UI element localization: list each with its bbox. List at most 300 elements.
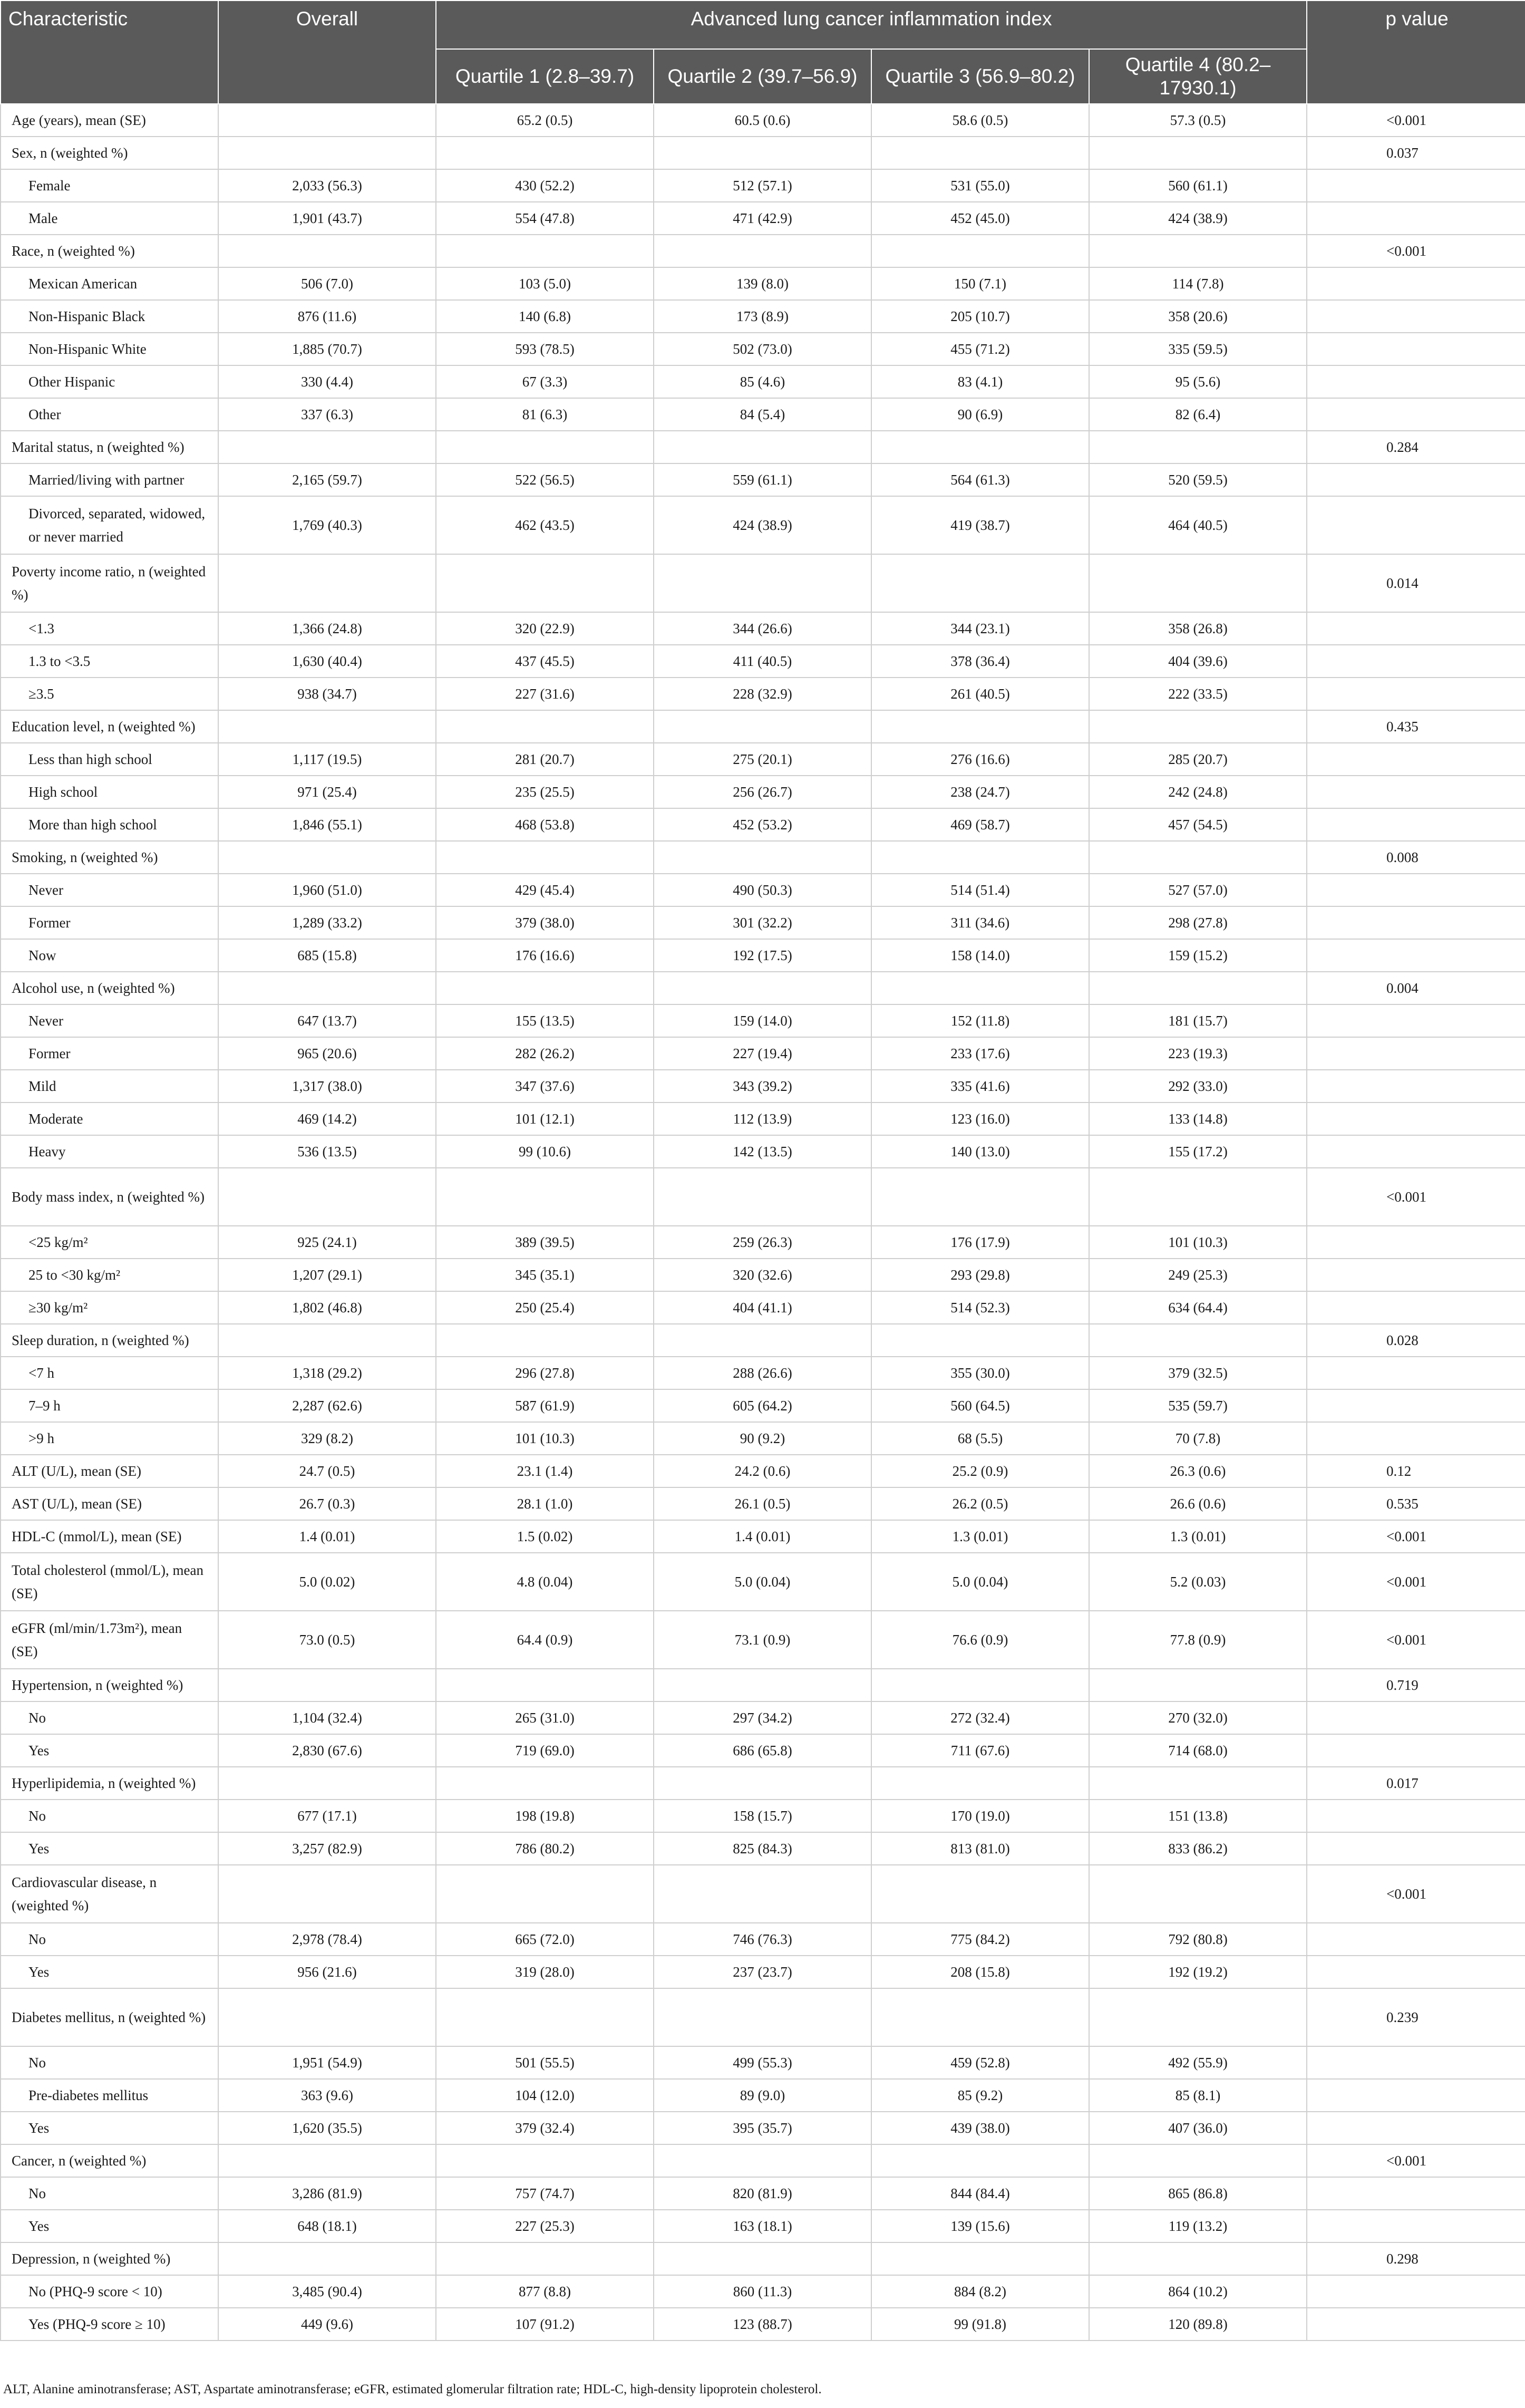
cell-quartile-4: 242 (24.8) [1089, 776, 1307, 808]
cell-quartile-3: 76.6 (0.9) [871, 1611, 1089, 1669]
cell-quartile-2: 237 (23.7) [654, 1956, 871, 1988]
cell-p-value: <0.001 [1307, 2144, 1525, 2177]
row-sublabel: ≥30 kg/m² [1, 1291, 218, 1324]
table-row [1, 104, 1525, 137]
table-row [1, 333, 1525, 365]
table-row [1, 365, 1525, 398]
cell-quartile-2: 502 (73.0) [654, 333, 871, 365]
table-row [1, 2210, 1525, 2242]
header-quartile-2: Quartile 2 (39.7–56.9) [654, 49, 871, 104]
cell-quartile-4: 70 (7.8) [1089, 1422, 1307, 1455]
cell-quartile-4: 424 (38.9) [1089, 202, 1307, 235]
cell-quartile-4 [1089, 235, 1307, 267]
cell-overall [218, 2242, 436, 2275]
cell-p-value [1307, 1422, 1525, 1455]
cell-p-value [1307, 1800, 1525, 1832]
cell-overall: 1,104 (32.4) [218, 1701, 436, 1734]
row-label: Cardiovascular disease, n (weighted %) [1, 1865, 218, 1923]
row-sublabel: Yes [1, 1832, 218, 1865]
cell-quartile-2: 424 (38.9) [654, 496, 871, 554]
row-sublabel: <25 kg/m² [1, 1226, 218, 1259]
cell-quartile-1: 757 (74.7) [436, 2177, 654, 2210]
cell-overall: 938 (34.7) [218, 678, 436, 710]
cell-overall: 26.7 (0.3) [218, 1487, 436, 1520]
table-row [1, 645, 1525, 678]
cell-quartile-4: 407 (36.0) [1089, 2112, 1307, 2144]
cell-quartile-3: 455 (71.2) [871, 333, 1089, 365]
row-sublabel: No [1, 1923, 218, 1956]
cell-p-value [1307, 2046, 1525, 2079]
row-sublabel: 25 to <30 kg/m² [1, 1259, 218, 1291]
cell-quartile-2: 163 (18.1) [654, 2210, 871, 2242]
cell-quartile-1 [436, 972, 654, 1004]
cell-quartile-4 [1089, 554, 1307, 612]
cell-overall: 449 (9.6) [218, 2308, 436, 2341]
cell-quartile-1: 347 (37.6) [436, 1070, 654, 1103]
table-row [1, 972, 1525, 1004]
cell-p-value [1307, 2079, 1525, 2112]
cell-quartile-3: 233 (17.6) [871, 1037, 1089, 1070]
cell-quartile-4: 114 (7.8) [1089, 267, 1307, 300]
cell-quartile-3: 1.3 (0.01) [871, 1520, 1089, 1553]
row-label: Cancer, n (weighted %) [1, 2144, 218, 2177]
cell-quartile-4: 151 (13.8) [1089, 1800, 1307, 1832]
cell-quartile-4: 5.2 (0.03) [1089, 1553, 1307, 1611]
cell-quartile-1 [436, 235, 654, 267]
cell-p-value [1307, 267, 1525, 300]
cell-quartile-1: 265 (31.0) [436, 1701, 654, 1734]
cell-quartile-1: 719 (69.0) [436, 1734, 654, 1767]
header-quartile-1: Quartile 1 (2.8–39.7) [436, 49, 654, 104]
cell-overall: 5.0 (0.02) [218, 1553, 436, 1611]
cell-p-value [1307, 1701, 1525, 1734]
cell-quartile-4: 457 (54.5) [1089, 808, 1307, 841]
table-row [1, 2046, 1525, 2079]
table-row [1, 710, 1525, 743]
table-row [1, 202, 1525, 235]
table-row [1, 1259, 1525, 1291]
cell-overall: 647 (13.7) [218, 1004, 436, 1037]
cell-quartile-4 [1089, 972, 1307, 1004]
row-label: Alcohol use, n (weighted %) [1, 972, 218, 1004]
table-row [1, 1070, 1525, 1103]
row-label: Sex, n (weighted %) [1, 137, 218, 169]
cell-p-value [1307, 496, 1525, 554]
cell-quartile-3 [871, 1669, 1089, 1701]
cell-quartile-3: 531 (55.0) [871, 169, 1089, 202]
cell-quartile-2: 452 (53.2) [654, 808, 871, 841]
cell-quartile-3 [871, 1767, 1089, 1800]
cell-quartile-1: 81 (6.3) [436, 398, 654, 431]
cell-p-value [1307, 2275, 1525, 2308]
table-row [1, 2275, 1525, 2308]
header-row-1 [1, 1, 1525, 49]
cell-quartile-2: 24.2 (0.6) [654, 1455, 871, 1487]
cell-quartile-1 [436, 431, 654, 463]
cell-quartile-1: 389 (39.5) [436, 1226, 654, 1259]
table-row [1, 463, 1525, 496]
header-alci-group: Advanced lung cancer inflammation index [436, 1, 1307, 49]
cell-quartile-1: 67 (3.3) [436, 365, 654, 398]
cell-quartile-1 [436, 710, 654, 743]
cell-quartile-1: 345 (35.1) [436, 1259, 654, 1291]
table-row [1, 1669, 1525, 1701]
cell-quartile-3: 261 (40.5) [871, 678, 1089, 710]
cell-quartile-2: 411 (40.5) [654, 645, 871, 678]
table-row [1, 1168, 1525, 1226]
cell-p-value [1307, 2112, 1525, 2144]
cell-quartile-4: 270 (32.0) [1089, 1701, 1307, 1734]
cell-quartile-2: 825 (84.3) [654, 1832, 871, 1865]
cell-quartile-4: 560 (61.1) [1089, 169, 1307, 202]
cell-quartile-4: 223 (19.3) [1089, 1037, 1307, 1070]
cell-quartile-2: 559 (61.1) [654, 463, 871, 496]
row-sublabel: Yes [1, 1734, 218, 1767]
table-row [1, 1923, 1525, 1956]
cell-quartile-3: 514 (52.3) [871, 1291, 1089, 1324]
cell-quartile-2: 5.0 (0.04) [654, 1553, 871, 1611]
row-sublabel: Mild [1, 1070, 218, 1103]
cell-p-value [1307, 2210, 1525, 2242]
cell-quartile-4: 864 (10.2) [1089, 2275, 1307, 2308]
cell-p-value [1307, 776, 1525, 808]
table-row [1, 137, 1525, 169]
cell-quartile-3: 344 (23.1) [871, 612, 1089, 645]
row-sublabel: Divorced, separated, widowed, or never married [1, 496, 218, 554]
cell-quartile-4: 222 (33.5) [1089, 678, 1307, 710]
cell-p-value: 0.284 [1307, 431, 1525, 463]
cell-quartile-4 [1089, 137, 1307, 169]
row-sublabel: Non-Hispanic White [1, 333, 218, 365]
cell-quartile-1: 176 (16.6) [436, 939, 654, 972]
table-row [1, 776, 1525, 808]
header-p-value: p value [1307, 1, 1525, 104]
cell-overall: 363 (9.6) [218, 2079, 436, 2112]
cell-p-value [1307, 1389, 1525, 1422]
cell-quartile-4: 358 (26.8) [1089, 612, 1307, 645]
cell-quartile-3 [871, 1865, 1089, 1923]
cell-quartile-2: 301 (32.2) [654, 906, 871, 939]
cell-quartile-3: 238 (24.7) [871, 776, 1089, 808]
cell-quartile-3: 560 (64.5) [871, 1389, 1089, 1422]
cell-quartile-3 [871, 1324, 1089, 1357]
cell-quartile-1: 107 (91.2) [436, 2308, 654, 2341]
cell-p-value [1307, 1357, 1525, 1389]
row-sublabel: Other Hispanic [1, 365, 218, 398]
row-sublabel: 7–9 h [1, 1389, 218, 1422]
table-row [1, 1135, 1525, 1168]
cell-quartile-3 [871, 235, 1089, 267]
cell-p-value: 0.017 [1307, 1767, 1525, 1800]
cell-p-value [1307, 463, 1525, 496]
row-sublabel: 1.3 to <3.5 [1, 645, 218, 678]
cell-quartile-1: 155 (13.5) [436, 1004, 654, 1037]
cell-quartile-4: 155 (17.2) [1089, 1135, 1307, 1168]
cell-quartile-4: 192 (19.2) [1089, 1956, 1307, 1988]
cell-overall: 1,117 (19.5) [218, 743, 436, 776]
cell-quartile-2: 112 (13.9) [654, 1103, 871, 1135]
cell-p-value [1307, 874, 1525, 906]
cell-quartile-2 [654, 2242, 871, 2275]
cell-quartile-1: 1.5 (0.02) [436, 1520, 654, 1553]
cell-p-value [1307, 398, 1525, 431]
row-label: Smoking, n (weighted %) [1, 841, 218, 874]
row-label: Marital status, n (weighted %) [1, 431, 218, 463]
cell-quartile-4: 133 (14.8) [1089, 1103, 1307, 1135]
row-sublabel: Yes (PHQ-9 score ≥ 10) [1, 2308, 218, 2341]
cell-p-value [1307, 645, 1525, 678]
cell-quartile-1: 430 (52.2) [436, 169, 654, 202]
cell-overall [218, 1988, 436, 2046]
cell-p-value [1307, 1734, 1525, 1767]
cell-quartile-2: 228 (32.9) [654, 678, 871, 710]
cell-p-value [1307, 1135, 1525, 1168]
cell-quartile-3: 311 (34.6) [871, 906, 1089, 939]
cell-quartile-3: 335 (41.6) [871, 1070, 1089, 1103]
cell-p-value [1307, 333, 1525, 365]
cell-quartile-4 [1089, 1767, 1307, 1800]
cell-quartile-4: 249 (25.3) [1089, 1259, 1307, 1291]
row-sublabel: Yes [1, 2210, 218, 2242]
cell-overall: 506 (7.0) [218, 267, 436, 300]
cell-quartile-3: 208 (15.8) [871, 1956, 1089, 1988]
cell-quartile-4: 101 (10.3) [1089, 1226, 1307, 1259]
cell-quartile-3 [871, 554, 1089, 612]
cell-quartile-2: 512 (57.1) [654, 169, 871, 202]
cell-quartile-3: 150 (7.1) [871, 267, 1089, 300]
cell-quartile-4: 520 (59.5) [1089, 463, 1307, 496]
cell-overall: 1,620 (35.5) [218, 2112, 436, 2144]
cell-quartile-3: 90 (6.9) [871, 398, 1089, 431]
table-row [1, 1357, 1525, 1389]
cell-overall: 956 (21.6) [218, 1956, 436, 1988]
cell-quartile-2: 192 (17.5) [654, 939, 871, 972]
cell-quartile-4 [1089, 710, 1307, 743]
table-row [1, 1800, 1525, 1832]
cell-quartile-4 [1089, 431, 1307, 463]
cell-quartile-3: 176 (17.9) [871, 1226, 1089, 1259]
cell-overall: 1,366 (24.8) [218, 612, 436, 645]
cell-overall: 1,960 (51.0) [218, 874, 436, 906]
cell-quartile-3: 58.6 (0.5) [871, 104, 1089, 137]
table-row [1, 906, 1525, 939]
row-label: eGFR (ml/min/1.73m²), mean (SE) [1, 1611, 218, 1669]
cell-quartile-4: 181 (15.7) [1089, 1004, 1307, 1037]
header-quartile-4: Quartile 4 (80.2–17930.1) [1089, 49, 1307, 104]
cell-quartile-2: 499 (55.3) [654, 2046, 871, 2079]
cell-quartile-2: 395 (35.7) [654, 2112, 871, 2144]
cell-quartile-4: 379 (32.5) [1089, 1357, 1307, 1389]
cell-quartile-1 [436, 554, 654, 612]
cell-quartile-1: 665 (72.0) [436, 1923, 654, 1956]
cell-p-value [1307, 1923, 1525, 1956]
cell-quartile-3 [871, 431, 1089, 463]
cell-quartile-1 [436, 2242, 654, 2275]
row-sublabel: Less than high school [1, 743, 218, 776]
cell-p-value [1307, 1291, 1525, 1324]
cell-overall: 330 (4.4) [218, 365, 436, 398]
row-sublabel: Yes [1, 2112, 218, 2144]
cell-quartile-1: 28.1 (1.0) [436, 1487, 654, 1520]
cell-quartile-1: 104 (12.0) [436, 2079, 654, 2112]
cell-p-value [1307, 939, 1525, 972]
row-sublabel: Yes [1, 1956, 218, 1988]
cell-quartile-2: 471 (42.9) [654, 202, 871, 235]
row-sublabel: Never [1, 874, 218, 906]
cell-overall: 685 (15.8) [218, 939, 436, 972]
cell-overall: 1.4 (0.01) [218, 1520, 436, 1553]
cell-p-value [1307, 1956, 1525, 1988]
row-sublabel: ≥3.5 [1, 678, 218, 710]
cell-overall: 1,317 (38.0) [218, 1070, 436, 1103]
row-sublabel: Other [1, 398, 218, 431]
cell-overall: 1,630 (40.4) [218, 645, 436, 678]
cell-overall: 1,885 (70.7) [218, 333, 436, 365]
cell-quartile-1 [436, 1168, 654, 1226]
cell-quartile-4: 26.3 (0.6) [1089, 1455, 1307, 1487]
cell-quartile-2: 139 (8.0) [654, 267, 871, 300]
cell-overall: 469 (14.2) [218, 1103, 436, 1135]
table-row [1, 1324, 1525, 1357]
cell-overall: 536 (13.5) [218, 1135, 436, 1168]
row-sublabel: Never [1, 1004, 218, 1037]
row-sublabel: Mexican American [1, 267, 218, 300]
table-body [1, 104, 1525, 2341]
row-label: Hyperlipidemia, n (weighted %) [1, 1767, 218, 1800]
cell-quartile-3: 276 (16.6) [871, 743, 1089, 776]
cell-overall: 3,286 (81.9) [218, 2177, 436, 2210]
row-sublabel: More than high school [1, 808, 218, 841]
cell-quartile-1: 235 (25.5) [436, 776, 654, 808]
cell-overall [218, 710, 436, 743]
cell-quartile-3: 452 (45.0) [871, 202, 1089, 235]
cell-overall: 1,289 (33.2) [218, 906, 436, 939]
cell-quartile-4: 792 (80.8) [1089, 1923, 1307, 1956]
cell-overall: 2,033 (56.3) [218, 169, 436, 202]
cell-quartile-4: 464 (40.5) [1089, 496, 1307, 554]
cell-quartile-4 [1089, 1669, 1307, 1701]
cell-quartile-1: 786 (80.2) [436, 1832, 654, 1865]
cell-quartile-1 [436, 1988, 654, 2046]
cell-quartile-2 [654, 1865, 871, 1923]
cell-overall: 2,830 (67.6) [218, 1734, 436, 1767]
cell-overall [218, 841, 436, 874]
row-sublabel: Now [1, 939, 218, 972]
cell-quartile-1: 140 (6.8) [436, 300, 654, 333]
cell-quartile-4: 1.3 (0.01) [1089, 1520, 1307, 1553]
cell-quartile-2: 73.1 (0.9) [654, 1611, 871, 1669]
cell-p-value: 0.239 [1307, 1988, 1525, 2046]
row-sublabel: >9 h [1, 1422, 218, 1455]
cell-quartile-3 [871, 1988, 1089, 2046]
cell-quartile-1: 320 (22.9) [436, 612, 654, 645]
cell-quartile-3: 26.2 (0.5) [871, 1487, 1089, 1520]
cell-overall [218, 2144, 436, 2177]
row-label: Total cholesterol (mmol/L), mean (SE) [1, 1553, 218, 1611]
table-row [1, 2112, 1525, 2144]
row-sublabel: Former [1, 906, 218, 939]
cell-p-value: 0.535 [1307, 1487, 1525, 1520]
cell-p-value [1307, 1259, 1525, 1291]
cell-p-value: <0.001 [1307, 235, 1525, 267]
cell-p-value [1307, 743, 1525, 776]
cell-overall: 3,485 (90.4) [218, 2275, 436, 2308]
cell-quartile-2 [654, 1767, 871, 1800]
cell-quartile-4: 95 (5.6) [1089, 365, 1307, 398]
cell-quartile-1: 462 (43.5) [436, 496, 654, 554]
row-sublabel: No [1, 2177, 218, 2210]
table-row [1, 1037, 1525, 1070]
table-row [1, 1767, 1525, 1800]
cell-quartile-1 [436, 137, 654, 169]
row-label: ALT (U/L), mean (SE) [1, 1455, 218, 1487]
cell-quartile-2: 288 (26.6) [654, 1357, 871, 1389]
cell-quartile-1: 99 (10.6) [436, 1135, 654, 1168]
cell-p-value [1307, 678, 1525, 710]
row-sublabel: Female [1, 169, 218, 202]
cell-quartile-2 [654, 554, 871, 612]
cell-quartile-2: 1.4 (0.01) [654, 1520, 871, 1553]
row-sublabel: Male [1, 202, 218, 235]
cell-quartile-2: 259 (26.3) [654, 1226, 871, 1259]
table-row [1, 808, 1525, 841]
cell-p-value [1307, 300, 1525, 333]
cell-quartile-4: 159 (15.2) [1089, 939, 1307, 972]
cell-overall: 3,257 (82.9) [218, 1832, 436, 1865]
table-header [1, 1, 1525, 104]
cell-p-value: 0.028 [1307, 1324, 1525, 1357]
cell-overall: 677 (17.1) [218, 1800, 436, 1832]
table-row [1, 2308, 1525, 2341]
table-footnote: ALT, Alanine aminotransferase; AST, Aspartate aminotransferase; eGFR, estimated glomerular filtration rate; HDL-C, high-density lipoprotein cholesterol. [3, 2382, 822, 2396]
table-row [1, 1226, 1525, 1259]
cell-p-value [1307, 1103, 1525, 1135]
table-row [1, 554, 1525, 612]
cell-quartile-4: 298 (27.8) [1089, 906, 1307, 939]
row-sublabel: Heavy [1, 1135, 218, 1168]
cell-quartile-1: 379 (32.4) [436, 2112, 654, 2144]
table-row [1, 678, 1525, 710]
cell-quartile-2: 159 (14.0) [654, 1004, 871, 1037]
cell-quartile-4: 292 (33.0) [1089, 1070, 1307, 1103]
cell-quartile-2: 605 (64.2) [654, 1389, 871, 1422]
cell-quartile-3: 439 (38.0) [871, 2112, 1089, 2144]
header-characteristic: Characteristic [1, 1, 218, 104]
cell-quartile-4: 119 (13.2) [1089, 2210, 1307, 2242]
cell-quartile-2 [654, 1988, 871, 2046]
cell-quartile-4: 77.8 (0.9) [1089, 1611, 1307, 1669]
table-row [1, 496, 1525, 554]
cell-p-value: <0.001 [1307, 104, 1525, 137]
cell-p-value [1307, 1004, 1525, 1037]
cell-quartile-3: 419 (38.7) [871, 496, 1089, 554]
row-sublabel: No (PHQ-9 score < 10) [1, 2275, 218, 2308]
cell-quartile-3: 25.2 (0.9) [871, 1455, 1089, 1487]
cell-quartile-2 [654, 1669, 871, 1701]
table-row [1, 2079, 1525, 2112]
table-row [1, 1455, 1525, 1487]
cell-quartile-3: 83 (4.1) [871, 365, 1089, 398]
cell-overall: 1,846 (55.1) [218, 808, 436, 841]
cell-quartile-3 [871, 2242, 1089, 2275]
cell-quartile-2 [654, 710, 871, 743]
table-row [1, 612, 1525, 645]
cell-quartile-4: 82 (6.4) [1089, 398, 1307, 431]
row-label: Education level, n (weighted %) [1, 710, 218, 743]
cell-p-value: <0.001 [1307, 1168, 1525, 1226]
cell-quartile-3: 158 (14.0) [871, 939, 1089, 972]
cell-overall: 1,769 (40.3) [218, 496, 436, 554]
